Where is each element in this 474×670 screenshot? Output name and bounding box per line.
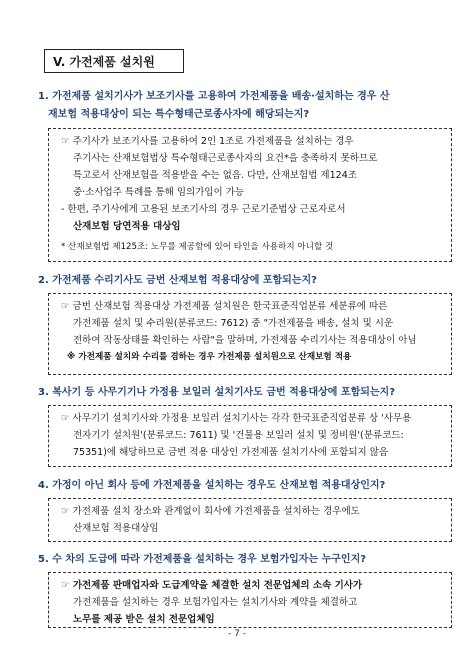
answer-1-line-3: 특고로서 산재보험을 적용받을 수는 없음. 다만, 산재보험법 제124조 — [73, 170, 357, 181]
answer-box-1 — [48, 128, 452, 262]
answer-box-5 — [48, 572, 452, 628]
answer-2-line-3: 전하여 작동상태를 확인하는 사람"을 말하며, 가전제품 수리기사는 적용대상이 아님 — [73, 335, 417, 346]
section-title: V. 가전제품 설치원 — [44, 49, 184, 73]
answer-box-4 — [48, 498, 452, 542]
answer-1-line-4: 중·소사업주 특례를 통해 임의가입이 가능 — [73, 187, 245, 198]
answer-1-line-6: 산재보험 당연적용 대상임 — [73, 221, 181, 232]
answer-5-line-3: 노무를 제공 받은 설치 전문업체임 — [73, 614, 215, 625]
question-1-line-2: 재보험 적용대상이 되는 특수형태근로종사자에 해당되는지? — [48, 109, 310, 120]
answer-1-line-2: 주기사는 산재보험법상 특수형태근로종사자의 요건*을 충족하지 못하므로 — [73, 153, 378, 164]
answer-2-line-1: ☞ 금번 산재보험 적용대상 가전제품 설치원은 한국표준직업분류 세분류에 따른 — [61, 301, 388, 312]
answer-3-line-3: 75351)에 해당하므로 금번 적용 대상인 가전제품 설치기사에 포함되지 않음 — [73, 447, 389, 458]
answer-1-line-5: - 한편, 주기사에게 고용된 보조기사의 경우 근로기준법상 근로자로서 — [61, 204, 346, 215]
answer-5-line-1: ☞ 가전제품 판매업자와 도급계약을 체결한 설치 전문업체의 소속 기사가 — [61, 580, 363, 591]
question-3-line-1: 3. 복사기 등 사무기기나 가정용 보일러 설치기사도 금번 적용대상에 포함되는지? — [38, 387, 396, 398]
question-4 — [38, 477, 448, 495]
question-4-line-1: 4. 가정이 아닌 회사 등에 가전제품을 설치하는 경우도 산재보험 적용대상인지? — [38, 480, 386, 491]
question-2-line-1: 2. 가전제품 수리기사도 금번 산재보험 적용대상에 포함되는지? — [38, 275, 317, 286]
answer-2-line-2: 가전제품 설치 및 수리원(분류코드: 7612) 중 "가전제품을 배송, 설치 및 시운 — [73, 318, 394, 329]
answer-2-note: ※ 가전제품 설치와 수리를 겸하는 경우 가전제품 설치원으로 산재보험 적용 — [67, 352, 352, 362]
answer-1-footnote: * 산재보험법 제125조: 노무를 제공함에 있어 타인을 사용하지 아니할 것 — [61, 242, 334, 252]
answer-1-line-1: ☞ 주기사가 보조기사를 고용하여 2인 1조로 가전제품을 설치하는 경우 — [61, 136, 354, 147]
answer-3-line-2: 전자기기 설치원'(분류코드: 7611) 및 '건물용 보일러 설치 및 정비원'(분류코드: — [73, 430, 404, 441]
answer-4-line-1: ☞ 가전제품 설치 장소와 관계없이 회사에 가전제품을 설치하는 경우에도 — [61, 506, 360, 517]
answer-3-line-1: ☞ 사무기기 설치기사와 가정용 보일러 설치기사는 각각 한국표준직업분류 상 '사무용 — [61, 413, 412, 424]
question-1 — [38, 88, 448, 124]
question-1-line-1: 1. 가전제품 설치기사가 보조기사를 고용하여 가전제품을 배송·설치하는 경우 산 — [38, 91, 390, 102]
question-3 — [38, 384, 448, 402]
answer-box-3 — [48, 405, 452, 467]
question-5-line-1: 5. 수 차의 도급에 따라 가전제품을 설치하는 경우 보험가입자는 누구인지? — [38, 554, 367, 565]
answer-box-2 — [48, 293, 452, 375]
answer-4-line-2: 산재보험 적용대상임 — [73, 523, 159, 534]
question-2 — [38, 272, 448, 290]
page-number: - 7 - — [228, 629, 246, 639]
question-5 — [38, 551, 448, 569]
answer-5-line-2: 가전제품을 설치하는 경우 보험가입자는 설치기사와 계약을 체결하고 — [73, 597, 358, 608]
